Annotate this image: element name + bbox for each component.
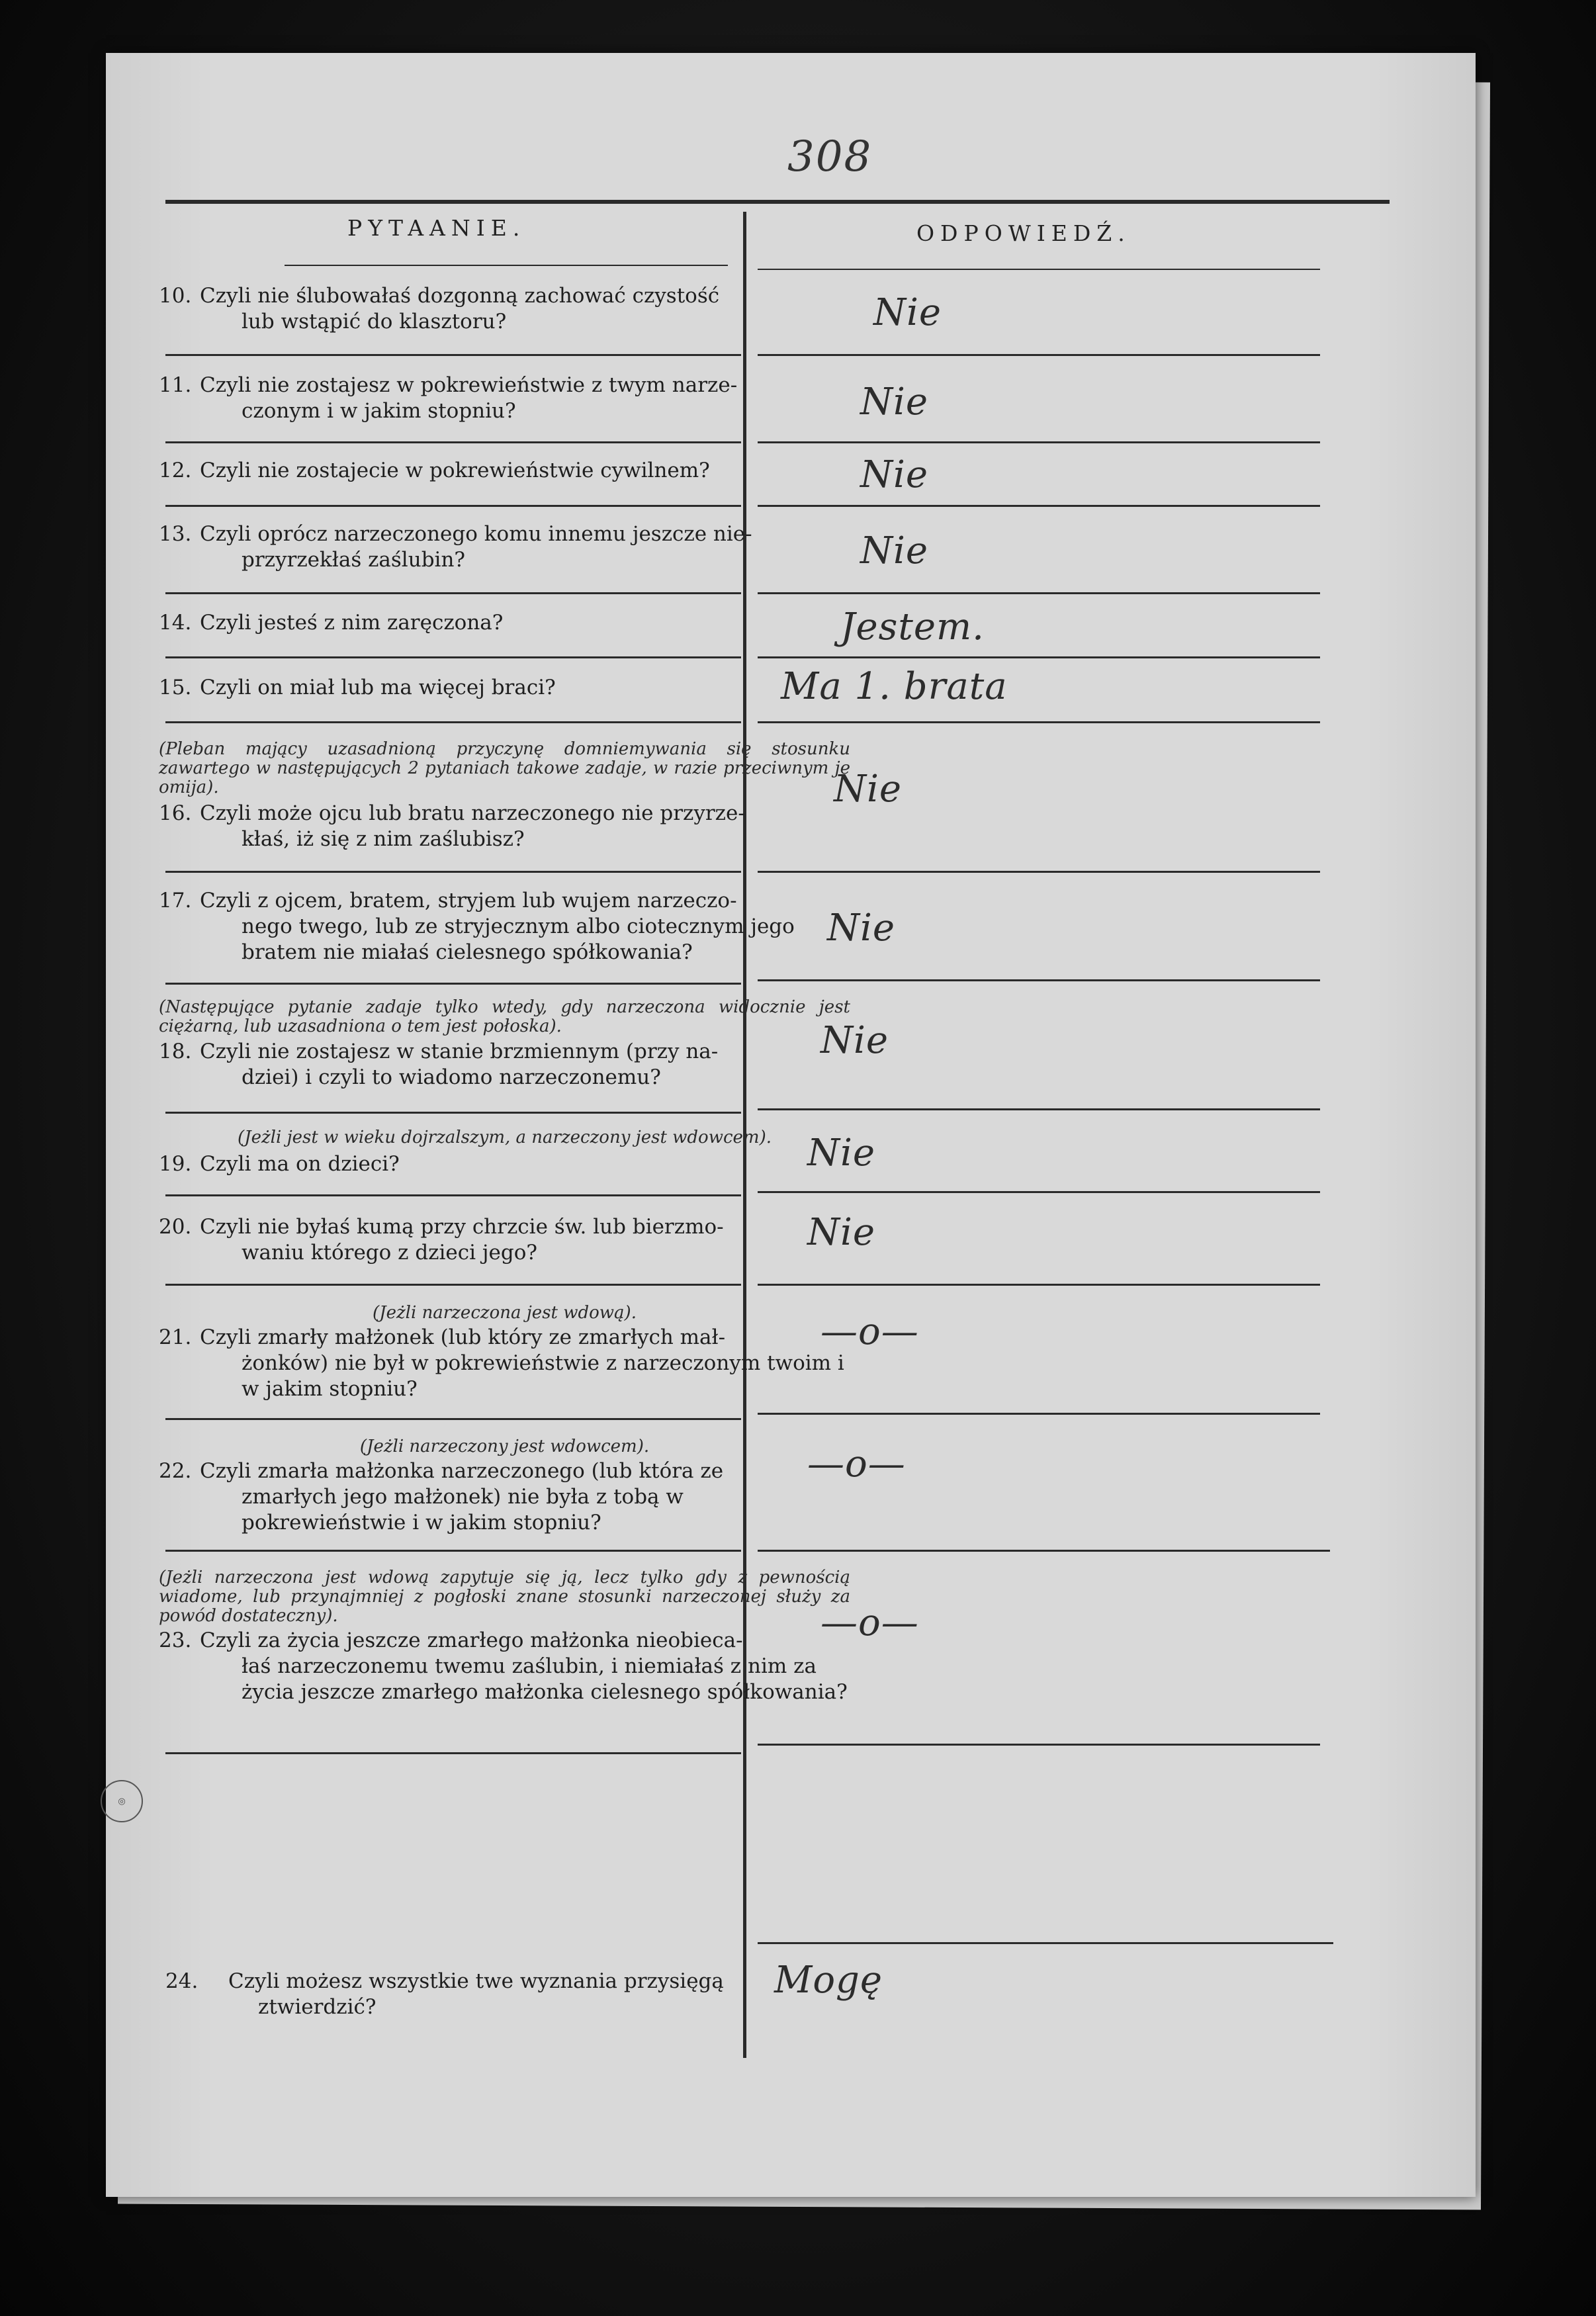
question-text: Czyli zmarły małżonek (lub który ze zmarłych mał- — [200, 1325, 726, 1349]
row-rule — [165, 441, 741, 443]
question-text-cont: żonków) nie był w pokrewieństwie z narzeczonym twoim i w jakim stopniu? — [242, 1351, 844, 1401]
row-rule — [758, 1284, 1320, 1286]
row-rule — [165, 592, 741, 594]
question-23 — [159, 1628, 850, 1705]
question-22 — [159, 1458, 850, 1536]
questionnaire-page — [106, 53, 1476, 2197]
row-rule — [165, 354, 741, 356]
row-rule — [165, 1284, 741, 1286]
question-20 — [159, 1214, 850, 1266]
header-underline-left — [285, 265, 728, 266]
row-rule — [165, 1752, 741, 1754]
question-text-cont: waniu którego z dzieci jego? — [242, 1241, 537, 1265]
row-rule — [758, 441, 1320, 443]
question-number: 12. — [159, 459, 192, 482]
question-text: Czyli nie ślubowałaś dozgonną zachować czystość — [200, 284, 720, 308]
question-text: Czyli możesz wszystkie twe wyznania przysięgą — [228, 1969, 724, 1993]
answer-20: Nie — [807, 1211, 876, 1254]
answer-18: Nie — [820, 1019, 889, 1062]
question-19 — [159, 1151, 850, 1177]
answer-15: Ma 1. brata — [781, 665, 1008, 708]
question-11 — [159, 373, 850, 424]
question-number: 11. — [159, 373, 192, 397]
question-text: Czyli nie byłaś kumą przy chrzcie św. lub bierzmo- — [200, 1215, 724, 1239]
question-text-cont: łaś narzeczonemu twemu zaślubin, i niemiałaś z nim za życia jeszcze zmarłego małżonka cielesnego spółkowania? — [242, 1654, 848, 1704]
answer-22: —o— — [807, 1443, 906, 1486]
note-18: (Następujące pytanie zadaje tylko wtedy, gdy narzeczona widocznie jest ciężarną, lub uzasadniona o tem jest połoska). — [159, 997, 850, 1036]
row-rule — [165, 505, 741, 507]
row-rule — [758, 871, 1320, 873]
question-text: Czyli nie zostajesz w stanie brzmiennym (przy na- — [200, 1040, 719, 1063]
question-number: 21. — [159, 1325, 192, 1349]
note-23: (Jeżli narzeczona jest wdową zapytuje się ją, lecz tylko gdy z pewnością wiadome, lub przynajmniej z pogłoski znane stosunki narzeczonej służy za powód dostateczny). — [159, 1568, 850, 1626]
question-text: Czyli może ojcu lub bratu narzeczonego nie przyrze- — [200, 801, 745, 825]
row-rule — [758, 1108, 1320, 1110]
question-text: Czyli zmarła małżonka narzeczonego (lub która ze — [200, 1459, 724, 1483]
question-number: 19. — [159, 1152, 192, 1176]
row-rule — [758, 354, 1320, 356]
question-13 — [159, 521, 850, 573]
note-19: (Jeżli jest w wieku dojrzalszym, a narzeczony jest wdowcem). — [238, 1128, 772, 1147]
answer-12: Nie — [860, 453, 929, 496]
row-rule — [165, 1550, 741, 1552]
answer-24: Mogę — [774, 1959, 883, 2002]
question-text: Czyli za życia jeszcze zmarłego małżonka nieobieca- — [200, 1628, 743, 1652]
question-text-cont: zmarłych jego małżonek) nie była z tobą w pokrewieństwie i w jakim stopniu? — [242, 1485, 684, 1535]
question-text-cont: ztwierdzić? — [258, 1995, 377, 2019]
note-22: (Jeżli narzeczony jest wdowcem). — [359, 1437, 650, 1456]
question-10 — [159, 283, 850, 335]
row-rule — [758, 1744, 1320, 1746]
row-rule — [758, 592, 1320, 594]
row-rule — [758, 1550, 1330, 1552]
answer-14: Jestem. — [840, 605, 985, 648]
question-number: 23. — [159, 1628, 192, 1652]
row-rule — [758, 1413, 1320, 1415]
question-17 — [159, 888, 850, 965]
question-column-header: PYTAANIE. — [347, 215, 526, 241]
answer-column-header: ODPOWIEDŹ. — [916, 220, 1131, 246]
question-number: 16. — [159, 801, 192, 825]
question-text-cont: nego twego, lub ze stryjecznym albo ciotecznym jego bratem nie miałaś cielesnego spółkowania? — [242, 914, 795, 964]
archive-stamp-icon: ◎ — [101, 1780, 143, 1822]
answer-10: Nie — [873, 291, 942, 334]
question-18 — [159, 1039, 850, 1091]
question-number: 20. — [159, 1215, 192, 1239]
question-text-cont: przyrzekłaś zaślubin? — [242, 548, 466, 572]
row-rule — [165, 1194, 741, 1196]
question-text-cont: czonym i w jakim stopniu? — [242, 399, 516, 423]
answer-21: —o— — [820, 1310, 919, 1353]
top-rule — [165, 200, 1390, 204]
question-24 — [165, 1969, 857, 2020]
row-rule — [165, 656, 741, 658]
row-rule — [165, 1112, 741, 1114]
question-14 — [159, 610, 850, 636]
question-21 — [159, 1325, 850, 1402]
header-underline-right — [758, 269, 1320, 270]
row-rule — [165, 871, 741, 873]
question-number: 10. — [159, 284, 192, 308]
question-text: Czyli on miał lub ma więcej braci? — [200, 676, 556, 699]
row-rule — [165, 983, 741, 985]
row-rule — [758, 1942, 1333, 1944]
answer-17: Nie — [827, 907, 896, 950]
page-number: 308 — [787, 132, 873, 181]
question-number: 22. — [159, 1459, 192, 1483]
question-number: 18. — [159, 1040, 192, 1063]
question-15 — [159, 675, 850, 701]
question-text: Czyli oprócz narzeczonego komu innemu jeszcze nie- — [200, 522, 752, 546]
note-21: (Jeżli narzeczona jest wdową). — [373, 1303, 637, 1323]
row-rule — [758, 721, 1320, 723]
question-text-cont: dziei) i czyli to wiadomo narzeczonemu? — [242, 1065, 661, 1089]
question-16 — [159, 801, 850, 852]
note-16: (Pleban mający uzasadnioną przyczynę domniemywania się stosunku zawartego w następujących 2 pytaniach takowe zadaje, w razie przeciwnym je omija). — [159, 739, 850, 797]
row-rule — [758, 656, 1320, 658]
row-rule — [758, 505, 1320, 507]
question-text: Czyli nie zostajesz w pokrewieństwie z twym narze- — [200, 373, 738, 397]
row-rule — [758, 979, 1320, 981]
question-number: 24. — [165, 1969, 199, 1993]
answer-11: Nie — [860, 380, 929, 423]
question-text: Czyli nie zostajecie w pokrewieństwie cywilnem? — [200, 459, 710, 482]
question-number: 15. — [159, 676, 192, 699]
question-12 — [159, 458, 850, 484]
question-number: 17. — [159, 889, 192, 913]
question-text-cont: kłaś, iż się z nim zaślubisz? — [242, 827, 525, 851]
question-number: 14. — [159, 611, 192, 635]
answer-19: Nie — [807, 1132, 876, 1175]
answer-23: —o— — [820, 1601, 919, 1644]
question-text: Czyli jesteś z nim zaręczona? — [200, 611, 504, 635]
answer-13: Nie — [860, 529, 929, 572]
row-rule — [165, 1418, 741, 1420]
question-text-cont: lub wstąpić do klasztoru? — [242, 310, 507, 334]
answer-16: Nie — [834, 768, 903, 811]
row-rule — [758, 1191, 1320, 1193]
row-rule — [165, 721, 741, 723]
question-text: Czyli z ojcem, bratem, stryjem lub wujem narzeczo- — [200, 889, 737, 913]
question-number: 13. — [159, 522, 192, 546]
question-text: Czyli ma on dzieci? — [200, 1152, 400, 1176]
